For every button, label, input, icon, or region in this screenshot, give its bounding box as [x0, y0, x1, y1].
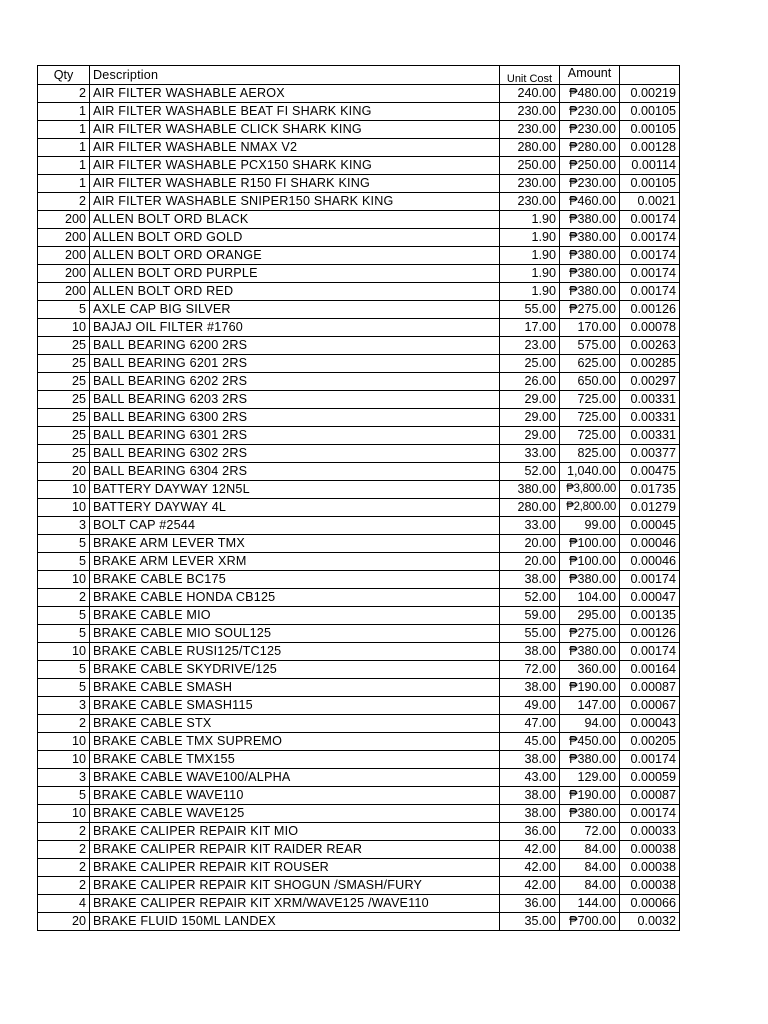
description-cell: BRAKE CABLE MIO [90, 607, 500, 625]
unit-cost-cell: 36.00 [500, 823, 560, 841]
table-row [38, 499, 680, 517]
ratio-cell: 0.01735 [620, 481, 680, 499]
unit-cost-cell: 45.00 [500, 733, 560, 751]
ratio-cell: 0.00174 [620, 283, 680, 301]
table-row [38, 877, 680, 895]
qty-cell: 5 [38, 679, 90, 697]
qty-cell: 5 [38, 535, 90, 553]
ratio-cell: 0.00126 [620, 301, 680, 319]
description-cell: BRAKE CABLE MIO SOUL125 [90, 625, 500, 643]
unit-cost-cell: 1.90 [500, 265, 560, 283]
unit-cost-cell: 1.90 [500, 211, 560, 229]
table-row [38, 481, 680, 499]
qty-cell: 25 [38, 445, 90, 463]
table-row [38, 283, 680, 301]
description-cell: BRAKE CABLE SMASH115 [90, 697, 500, 715]
qty-cell: 5 [38, 607, 90, 625]
ratio-cell: 0.00114 [620, 157, 680, 175]
table-row [38, 895, 680, 913]
header-qty: Qty [38, 66, 90, 85]
table-row [38, 787, 680, 805]
table-row [38, 625, 680, 643]
inventory-table [37, 65, 680, 931]
ratio-cell: 0.00475 [620, 463, 680, 481]
table-row [38, 247, 680, 265]
description-cell: BAJAJ OIL FILTER #1760 [90, 319, 500, 337]
ratio-cell: 0.00067 [620, 697, 680, 715]
amount-cell: ₱380.00 [560, 265, 620, 283]
description-cell: BATTERY DAYWAY 12N5L [90, 481, 500, 499]
amount-cell: ₱380.00 [560, 283, 620, 301]
description-cell: AIR FILTER WASHABLE CLICK SHARK KING [90, 121, 500, 139]
amount-cell: ₱380.00 [560, 805, 620, 823]
qty-cell: 25 [38, 373, 90, 391]
amount-cell: ₱100.00 [560, 535, 620, 553]
table-row [38, 337, 680, 355]
amount-cell: ₱380.00 [560, 229, 620, 247]
unit-cost-cell: 25.00 [500, 355, 560, 373]
amount-cell: 725.00 [560, 427, 620, 445]
qty-cell: 2 [38, 859, 90, 877]
description-cell: BRAKE CABLE SKYDRIVE/125 [90, 661, 500, 679]
table-row [38, 229, 680, 247]
amount-cell: 170.00 [560, 319, 620, 337]
qty-cell: 5 [38, 661, 90, 679]
qty-cell: 25 [38, 355, 90, 373]
qty-cell: 200 [38, 247, 90, 265]
ratio-cell: 0.00174 [620, 211, 680, 229]
ratio-cell: 0.00263 [620, 337, 680, 355]
amount-cell: ₱190.00 [560, 679, 620, 697]
qty-cell: 10 [38, 733, 90, 751]
table-row [38, 373, 680, 391]
amount-cell: 129.00 [560, 769, 620, 787]
description-cell: BALL BEARING 6200 2RS [90, 337, 500, 355]
table-row [38, 157, 680, 175]
unit-cost-cell: 23.00 [500, 337, 560, 355]
description-cell: BALL BEARING 6202 2RS [90, 373, 500, 391]
table-row [38, 103, 680, 121]
unit-cost-cell: 380.00 [500, 481, 560, 499]
qty-cell: 25 [38, 337, 90, 355]
ratio-cell: 0.00174 [620, 571, 680, 589]
ratio-cell: 0.00377 [620, 445, 680, 463]
amount-cell: 625.00 [560, 355, 620, 373]
amount-cell: ₱380.00 [560, 571, 620, 589]
ratio-cell: 0.00135 [620, 607, 680, 625]
ratio-cell: 0.0032 [620, 913, 680, 931]
qty-cell: 1 [38, 139, 90, 157]
description-cell: AIR FILTER WASHABLE AEROX [90, 85, 500, 103]
ratio-cell: 0.00174 [620, 229, 680, 247]
description-cell: BRAKE CALIPER REPAIR KIT RAIDER REAR [90, 841, 500, 859]
unit-cost-cell: 17.00 [500, 319, 560, 337]
description-cell: ALLEN BOLT ORD RED [90, 283, 500, 301]
unit-cost-cell: 29.00 [500, 391, 560, 409]
amount-cell: ₱230.00 [560, 175, 620, 193]
ratio-cell: 0.00038 [620, 859, 680, 877]
amount-cell: 575.00 [560, 337, 620, 355]
ratio-cell: 0.00285 [620, 355, 680, 373]
qty-cell: 10 [38, 499, 90, 517]
amount-cell: 725.00 [560, 391, 620, 409]
unit-cost-cell: 280.00 [500, 139, 560, 157]
description-cell: BRAKE CALIPER REPAIR KIT SHOGUN /SMASH/FURY [90, 877, 500, 895]
amount-cell: 84.00 [560, 877, 620, 895]
unit-cost-cell: 35.00 [500, 913, 560, 931]
unit-cost-cell: 52.00 [500, 589, 560, 607]
description-cell: BRAKE CABLE WAVE110 [90, 787, 500, 805]
table-row [38, 445, 680, 463]
ratio-cell: 0.00105 [620, 121, 680, 139]
table-row [38, 535, 680, 553]
amount-cell: 360.00 [560, 661, 620, 679]
unit-cost-cell: 55.00 [500, 625, 560, 643]
amount-cell: ₱480.00 [560, 85, 620, 103]
amount-cell: ₱2,800.00 [560, 499, 620, 517]
unit-cost-cell: 230.00 [500, 103, 560, 121]
qty-cell: 1 [38, 157, 90, 175]
table-row [38, 769, 680, 787]
ratio-cell: 0.00038 [620, 841, 680, 859]
ratio-cell: 0.00045 [620, 517, 680, 535]
qty-cell: 1 [38, 121, 90, 139]
table-row [38, 211, 680, 229]
table-row [38, 679, 680, 697]
qty-cell: 3 [38, 697, 90, 715]
description-cell: BALL BEARING 6203 2RS [90, 391, 500, 409]
description-cell: BRAKE CALIPER REPAIR KIT MIO [90, 823, 500, 841]
table-row [38, 265, 680, 283]
table-row [38, 859, 680, 877]
header-amount: Amount [560, 66, 620, 85]
amount-cell: 725.00 [560, 409, 620, 427]
unit-cost-cell: 42.00 [500, 841, 560, 859]
qty-cell: 25 [38, 391, 90, 409]
unit-cost-cell: 38.00 [500, 643, 560, 661]
table-row [38, 427, 680, 445]
amount-cell: ₱380.00 [560, 643, 620, 661]
ratio-cell: 0.00066 [620, 895, 680, 913]
amount-cell: ₱275.00 [560, 301, 620, 319]
table-row [38, 841, 680, 859]
header-row [38, 66, 680, 85]
qty-cell: 200 [38, 265, 90, 283]
unit-cost-cell: 42.00 [500, 877, 560, 895]
description-cell: AIR FILTER WASHABLE R150 FI SHARK KING [90, 175, 500, 193]
unit-cost-cell: 38.00 [500, 571, 560, 589]
qty-cell: 2 [38, 193, 90, 211]
amount-cell: 650.00 [560, 373, 620, 391]
table-row [38, 697, 680, 715]
ratio-cell: 0.00046 [620, 553, 680, 571]
description-cell: AIR FILTER WASHABLE SNIPER150 SHARK KING [90, 193, 500, 211]
amount-cell: ₱450.00 [560, 733, 620, 751]
qty-cell: 3 [38, 517, 90, 535]
description-cell: AIR FILTER WASHABLE PCX150 SHARK KING [90, 157, 500, 175]
qty-cell: 200 [38, 229, 90, 247]
unit-cost-cell: 33.00 [500, 517, 560, 535]
amount-cell: 104.00 [560, 589, 620, 607]
ratio-cell: 0.00174 [620, 247, 680, 265]
table-row [38, 121, 680, 139]
amount-cell: 295.00 [560, 607, 620, 625]
amount-cell: 84.00 [560, 859, 620, 877]
header-description: Description [90, 66, 500, 85]
description-cell: BALL BEARING 6301 2RS [90, 427, 500, 445]
description-cell: BALL BEARING 6300 2RS [90, 409, 500, 427]
table-row [38, 607, 680, 625]
table-row [38, 193, 680, 211]
qty-cell: 5 [38, 787, 90, 805]
qty-cell: 2 [38, 589, 90, 607]
qty-cell: 5 [38, 301, 90, 319]
ratio-cell: 0.00174 [620, 751, 680, 769]
description-cell: ALLEN BOLT ORD GOLD [90, 229, 500, 247]
description-cell: AIR FILTER WASHABLE BEAT FI SHARK KING [90, 103, 500, 121]
unit-cost-cell: 42.00 [500, 859, 560, 877]
table-row [38, 319, 680, 337]
qty-cell: 2 [38, 85, 90, 103]
description-cell: BRAKE CABLE BC175 [90, 571, 500, 589]
amount-cell: ₱700.00 [560, 913, 620, 931]
amount-cell: ₱275.00 [560, 625, 620, 643]
qty-cell: 2 [38, 715, 90, 733]
unit-cost-cell: 47.00 [500, 715, 560, 733]
description-cell: BRAKE ARM LEVER TMX [90, 535, 500, 553]
qty-cell: 200 [38, 211, 90, 229]
qty-cell: 2 [38, 877, 90, 895]
description-cell: BALL BEARING 6302 2RS [90, 445, 500, 463]
unit-cost-cell: 280.00 [500, 499, 560, 517]
qty-cell: 2 [38, 823, 90, 841]
unit-cost-cell: 29.00 [500, 427, 560, 445]
amount-cell: 84.00 [560, 841, 620, 859]
amount-cell: ₱460.00 [560, 193, 620, 211]
description-cell: ALLEN BOLT ORD ORANGE [90, 247, 500, 265]
ratio-cell: 0.0021 [620, 193, 680, 211]
unit-cost-cell: 55.00 [500, 301, 560, 319]
amount-cell: ₱100.00 [560, 553, 620, 571]
description-cell: BRAKE CABLE TMX155 [90, 751, 500, 769]
unit-cost-cell: 38.00 [500, 751, 560, 769]
qty-cell: 5 [38, 553, 90, 571]
description-cell: BRAKE CABLE WAVE125 [90, 805, 500, 823]
ratio-cell: 0.00043 [620, 715, 680, 733]
amount-cell: ₱190.00 [560, 787, 620, 805]
ratio-cell: 0.00331 [620, 409, 680, 427]
unit-cost-cell: 230.00 [500, 193, 560, 211]
description-cell: ALLEN BOLT ORD BLACK [90, 211, 500, 229]
header-unit-cost: Unit Cost [500, 66, 560, 85]
amount-cell: ₱250.00 [560, 157, 620, 175]
unit-cost-cell: 240.00 [500, 85, 560, 103]
qty-cell: 3 [38, 769, 90, 787]
table-row [38, 517, 680, 535]
unit-cost-cell: 49.00 [500, 697, 560, 715]
unit-cost-cell: 38.00 [500, 787, 560, 805]
ratio-cell: 0.00174 [620, 805, 680, 823]
table-row [38, 715, 680, 733]
unit-cost-cell: 38.00 [500, 679, 560, 697]
description-cell: BALL BEARING 6201 2RS [90, 355, 500, 373]
ratio-cell: 0.00219 [620, 85, 680, 103]
qty-cell: 10 [38, 319, 90, 337]
table-row [38, 805, 680, 823]
ratio-cell: 0.00331 [620, 391, 680, 409]
amount-cell: ₱230.00 [560, 103, 620, 121]
unit-cost-cell: 43.00 [500, 769, 560, 787]
qty-cell: 20 [38, 913, 90, 931]
table-row [38, 391, 680, 409]
unit-cost-cell: 1.90 [500, 229, 560, 247]
qty-cell: 1 [38, 175, 90, 193]
amount-cell: 147.00 [560, 697, 620, 715]
amount-cell: 94.00 [560, 715, 620, 733]
unit-cost-cell: 230.00 [500, 121, 560, 139]
qty-cell: 5 [38, 625, 90, 643]
ratio-cell: 0.00174 [620, 643, 680, 661]
description-cell: BRAKE CABLE RUSI125/TC125 [90, 643, 500, 661]
unit-cost-cell: 1.90 [500, 283, 560, 301]
unit-cost-cell: 72.00 [500, 661, 560, 679]
ratio-cell: 0.00033 [620, 823, 680, 841]
qty-cell: 200 [38, 283, 90, 301]
ratio-cell: 0.00205 [620, 733, 680, 751]
ratio-cell: 0.00105 [620, 103, 680, 121]
qty-cell: 10 [38, 481, 90, 499]
description-cell: BATTERY DAYWAY 4L [90, 499, 500, 517]
ratio-cell: 0.00087 [620, 787, 680, 805]
amount-cell: ₱3,800.00 [560, 481, 620, 499]
unit-cost-cell: 1.90 [500, 247, 560, 265]
description-cell: BRAKE CABLE HONDA CB125 [90, 589, 500, 607]
table-row [38, 661, 680, 679]
qty-cell: 1 [38, 103, 90, 121]
unit-cost-cell: 230.00 [500, 175, 560, 193]
ratio-cell: 0.00059 [620, 769, 680, 787]
table-row [38, 175, 680, 193]
amount-cell: ₱230.00 [560, 121, 620, 139]
table-row [38, 643, 680, 661]
ratio-cell: 0.00087 [620, 679, 680, 697]
description-cell: AIR FILTER WASHABLE NMAX V2 [90, 139, 500, 157]
qty-cell: 10 [38, 643, 90, 661]
amount-cell: 99.00 [560, 517, 620, 535]
table-row [38, 823, 680, 841]
table-row [38, 85, 680, 103]
amount-cell: 825.00 [560, 445, 620, 463]
description-cell: BALL BEARING 6304 2RS [90, 463, 500, 481]
ratio-cell: 0.00128 [620, 139, 680, 157]
unit-cost-cell: 26.00 [500, 373, 560, 391]
description-cell: BOLT CAP #2544 [90, 517, 500, 535]
header-ratio [620, 66, 680, 85]
table-row [38, 355, 680, 373]
description-cell: BRAKE CABLE STX [90, 715, 500, 733]
unit-cost-cell: 36.00 [500, 895, 560, 913]
ratio-cell: 0.00174 [620, 265, 680, 283]
table-row [38, 409, 680, 427]
ratio-cell: 0.00297 [620, 373, 680, 391]
ratio-cell: 0.00164 [620, 661, 680, 679]
table-row [38, 139, 680, 157]
ratio-cell: 0.01279 [620, 499, 680, 517]
table-row [38, 553, 680, 571]
amount-cell: ₱380.00 [560, 751, 620, 769]
description-cell: BRAKE CALIPER REPAIR KIT ROUSER [90, 859, 500, 877]
unit-cost-cell: 38.00 [500, 805, 560, 823]
ratio-cell: 0.00047 [620, 589, 680, 607]
amount-cell: ₱380.00 [560, 211, 620, 229]
unit-cost-cell: 59.00 [500, 607, 560, 625]
unit-cost-cell: 250.00 [500, 157, 560, 175]
unit-cost-cell: 29.00 [500, 409, 560, 427]
description-cell: BRAKE CABLE TMX SUPREMO [90, 733, 500, 751]
amount-cell: ₱380.00 [560, 247, 620, 265]
description-cell: BRAKE ARM LEVER XRM [90, 553, 500, 571]
qty-cell: 2 [38, 841, 90, 859]
description-cell: ALLEN BOLT ORD PURPLE [90, 265, 500, 283]
table-row [38, 751, 680, 769]
ratio-cell: 0.00046 [620, 535, 680, 553]
amount-cell: 1,040.00 [560, 463, 620, 481]
table-row [38, 463, 680, 481]
amount-cell: ₱280.00 [560, 139, 620, 157]
ratio-cell: 0.00038 [620, 877, 680, 895]
qty-cell: 10 [38, 751, 90, 769]
unit-cost-cell: 52.00 [500, 463, 560, 481]
table-row [38, 301, 680, 319]
amount-cell: 144.00 [560, 895, 620, 913]
unit-cost-cell: 20.00 [500, 535, 560, 553]
description-cell: BRAKE FLUID 150ML LANDEX [90, 913, 500, 931]
description-cell: BRAKE CABLE SMASH [90, 679, 500, 697]
unit-cost-cell: 20.00 [500, 553, 560, 571]
qty-cell: 4 [38, 895, 90, 913]
description-cell: BRAKE CALIPER REPAIR KIT XRM/WAVE125 /WAVE110 [90, 895, 500, 913]
description-cell: AXLE CAP BIG SILVER [90, 301, 500, 319]
table-body [38, 85, 680, 931]
amount-cell: 72.00 [560, 823, 620, 841]
qty-cell: 10 [38, 571, 90, 589]
unit-cost-cell: 33.00 [500, 445, 560, 463]
ratio-cell: 0.00078 [620, 319, 680, 337]
table-row [38, 589, 680, 607]
qty-cell: 25 [38, 409, 90, 427]
table-row [38, 913, 680, 931]
description-cell: BRAKE CABLE WAVE100/ALPHA [90, 769, 500, 787]
qty-cell: 10 [38, 805, 90, 823]
qty-cell: 25 [38, 427, 90, 445]
table-row [38, 571, 680, 589]
ratio-cell: 0.00331 [620, 427, 680, 445]
table-row [38, 733, 680, 751]
ratio-cell: 0.00105 [620, 175, 680, 193]
qty-cell: 20 [38, 463, 90, 481]
ratio-cell: 0.00126 [620, 625, 680, 643]
